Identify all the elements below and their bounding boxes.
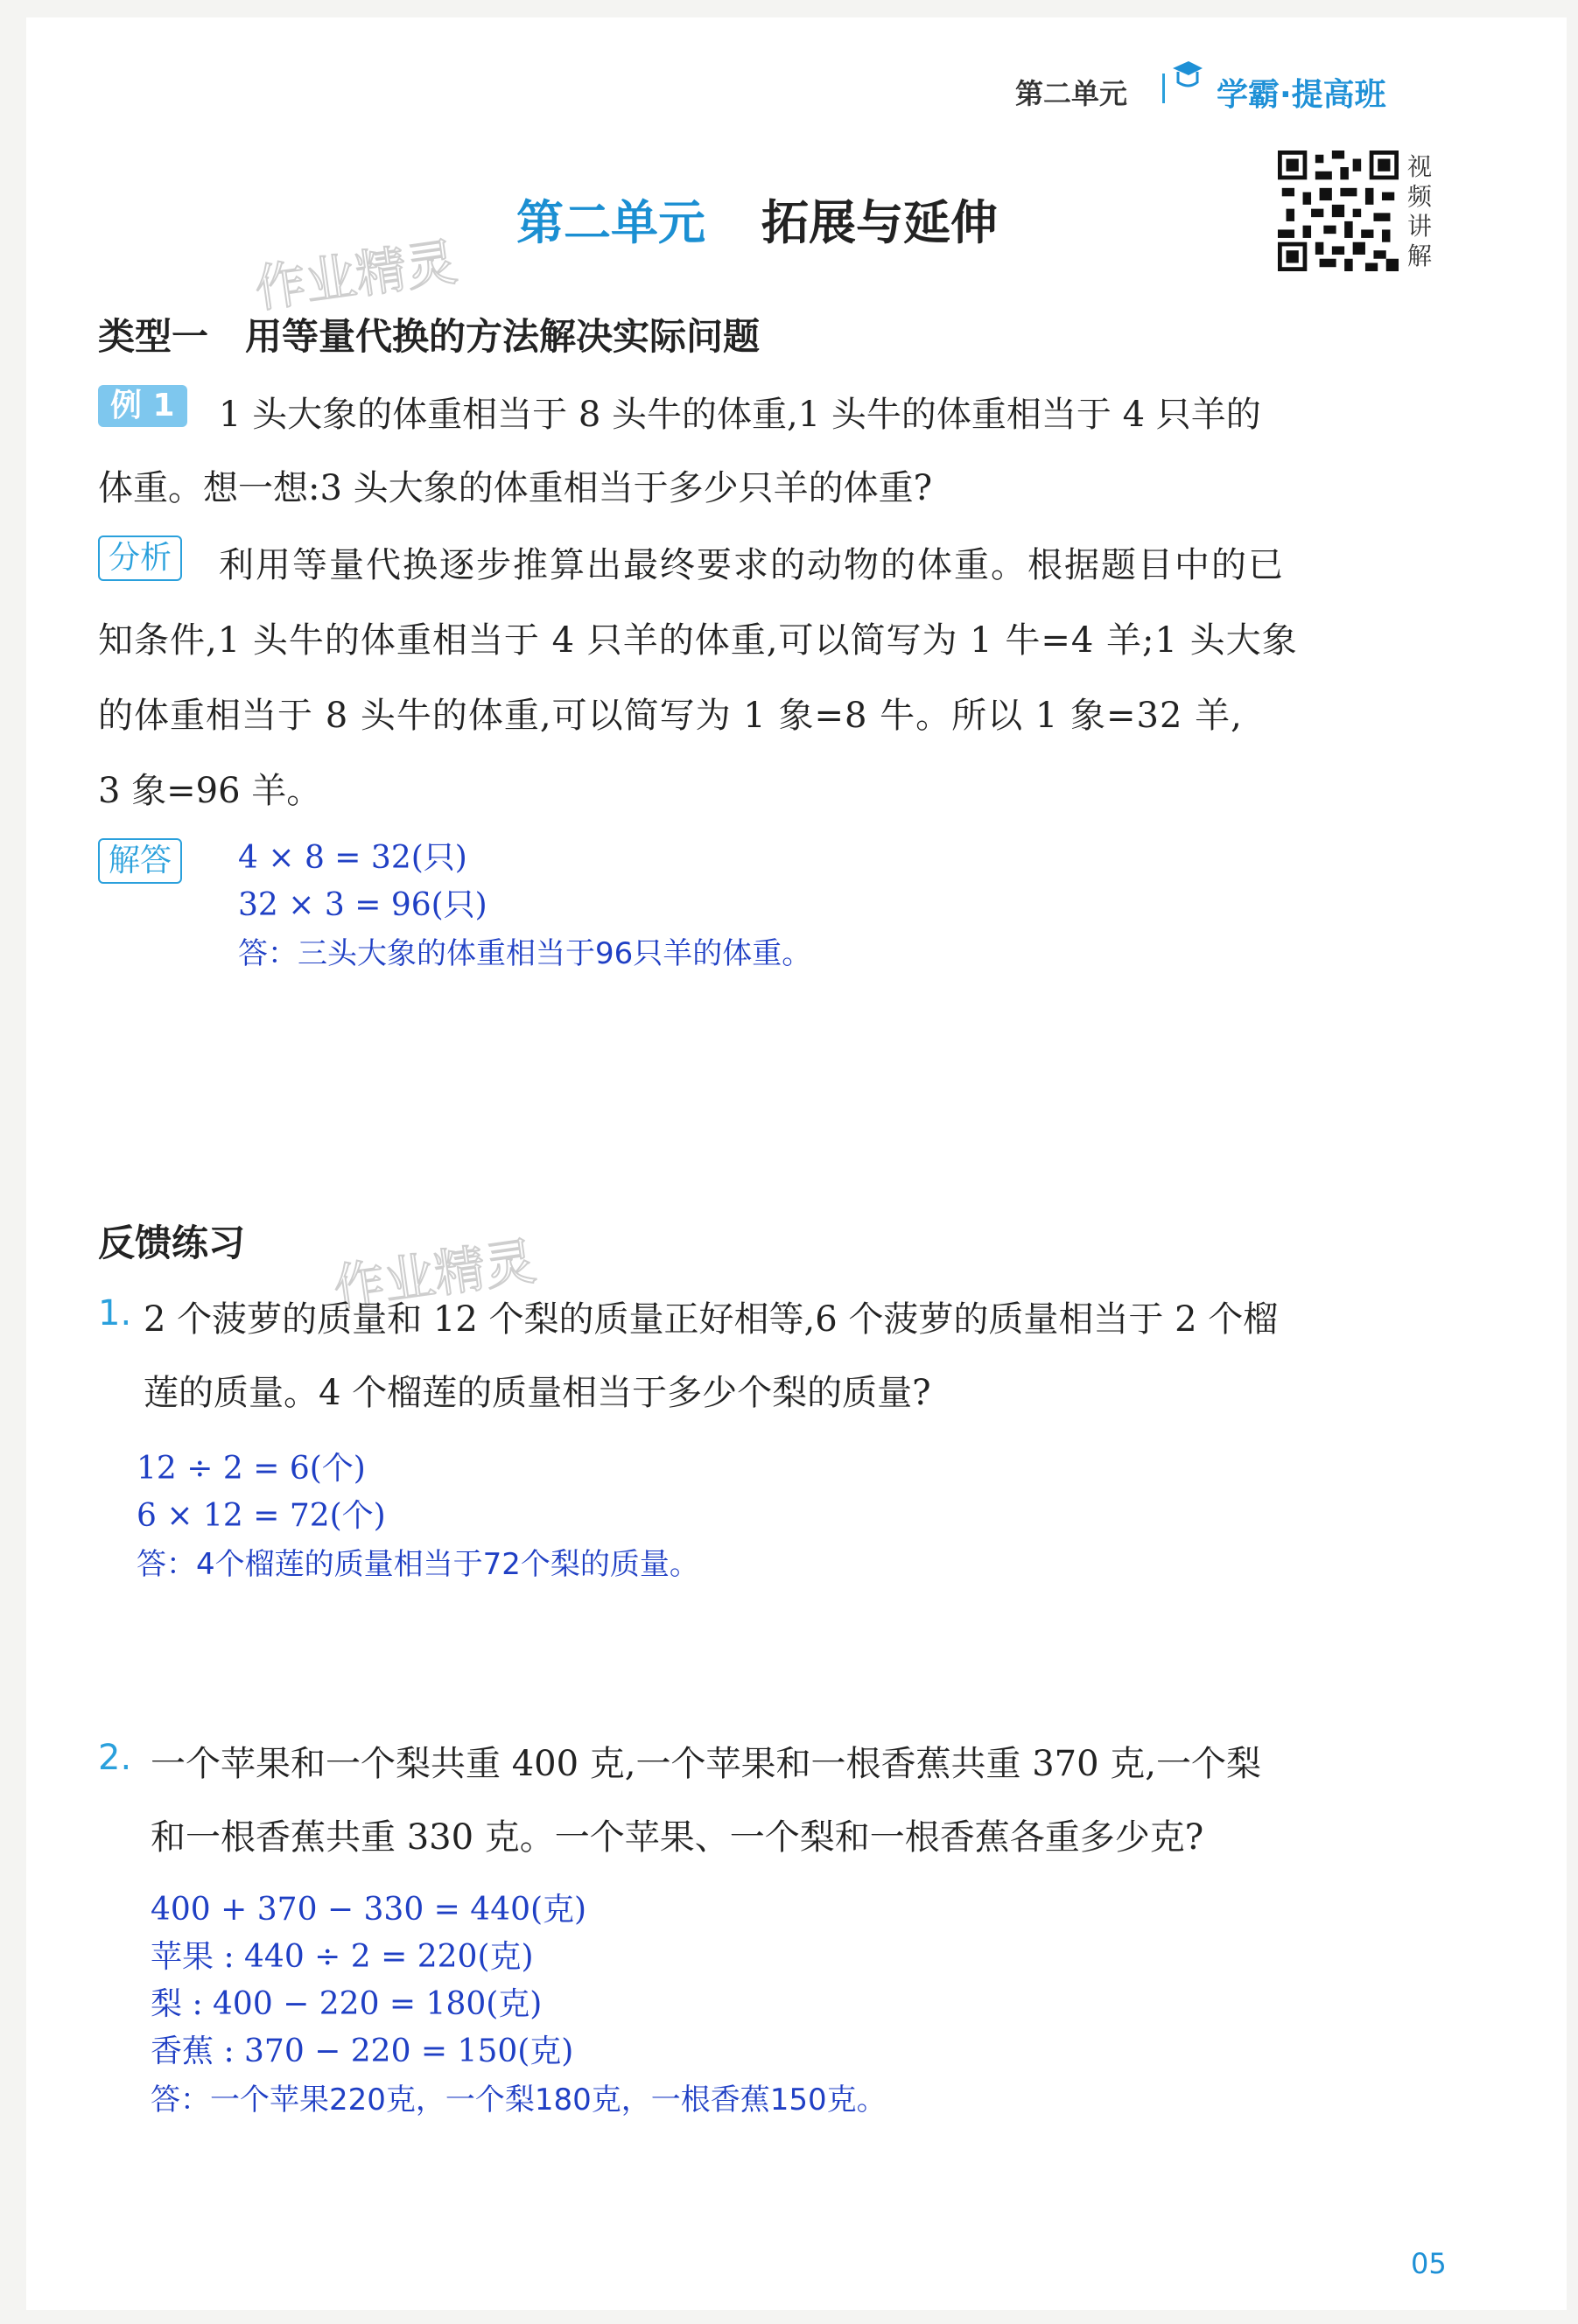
qr-video-label: 视频讲解 bbox=[1407, 152, 1433, 270]
question-line: 一个苹果和一个梨共重 400 克,一个苹果和一根香蕉共重 370 克,一个梨 bbox=[151, 1744, 1261, 1784]
question-line: 和一根香蕉共重 330 克。一个苹果、一个梨和一根香蕉各重多少克? bbox=[151, 1817, 1204, 1858]
analysis-line: 3 象=96 羊。 bbox=[98, 771, 322, 811]
question-line: 莲的质量。4 个榴莲的质量相当于多少个梨的质量? bbox=[144, 1373, 931, 1413]
header-divider bbox=[1162, 74, 1165, 103]
question-line: 2 个菠萝的质量和 12 个梨的质量正好相等,6 个菠萝的质量相当于 2 个榴 bbox=[144, 1299, 1279, 1340]
example-line: 1 头大象的体重相当于 8 头牛的体重,1 头牛的体重相当于 4 只羊的 bbox=[219, 395, 1261, 435]
question-answer: 答：4个榴莲的质量相当于72个梨的质量。 bbox=[137, 1547, 699, 1582]
analysis-line: 的体重相当于 8 头牛的体重,可以简写为 1 象=8 牛。所以 1 象=32 羊, bbox=[98, 696, 1243, 736]
example-tag: 例 1 bbox=[98, 385, 187, 427]
page-title-subtitle: 拓展与延伸 bbox=[761, 194, 998, 250]
analysis-line: 知条件,1 头牛的体重相当于 4 只羊的体重,可以简写为 1 牛=4 羊;1 头大象 bbox=[98, 620, 1298, 661]
qr-code-icon[interactable] bbox=[1278, 150, 1399, 271]
solution-answer: 答：三头大象的体重相当于96只羊的体重。 bbox=[238, 936, 812, 971]
solution-tag: 解答 bbox=[98, 838, 182, 884]
watermark: 作业精灵 bbox=[251, 232, 461, 319]
work-step: 苹果 : 440 ÷ 2 = 220(克) bbox=[151, 1939, 534, 1975]
work-step: 梨 : 400 − 220 = 180(克) bbox=[151, 1986, 543, 2022]
question-number: 1. bbox=[98, 1293, 132, 1334]
analysis-tag: 分析 bbox=[98, 536, 182, 581]
work-step: 12 ÷ 2 = 6(个) bbox=[137, 1451, 366, 1487]
example-line: 体重。想一想:3 头大象的体重相当于多少只羊的体重? bbox=[98, 468, 933, 508]
analysis-line: 利用等量代换逐步推算出最终要求的动物的体重。根据题目中的已 bbox=[219, 545, 1285, 585]
watermark: 作业精灵 bbox=[330, 1231, 540, 1319]
question-answer: 答：一个苹果220克，一个梨180克，一根香蕉150克。 bbox=[151, 2082, 887, 2118]
feedback-heading: 反馈练习 bbox=[98, 1222, 246, 1264]
work-step: 6 × 12 = 72(个) bbox=[137, 1498, 386, 1534]
page-title-unit: 第二单元 bbox=[516, 195, 705, 250]
header-brand: 学霸·提高班 bbox=[1217, 77, 1386, 113]
work-step: 香蕉 : 370 − 220 = 150(克) bbox=[151, 2034, 574, 2069]
header-unit: 第二单元 bbox=[1015, 77, 1128, 110]
question-number: 2. bbox=[98, 1738, 132, 1778]
work-step: 400 + 370 − 330 = 440(克) bbox=[151, 1892, 587, 1928]
page-number: 05 bbox=[1411, 2247, 1447, 2280]
solution-step: 32 × 3 = 96(只) bbox=[238, 887, 487, 923]
solution-step: 4 × 8 = 32(只) bbox=[238, 840, 467, 876]
graduation-cap-icon bbox=[1171, 58, 1204, 93]
section-heading: 类型一 用等量代换的方法解决实际问题 bbox=[98, 315, 761, 358]
